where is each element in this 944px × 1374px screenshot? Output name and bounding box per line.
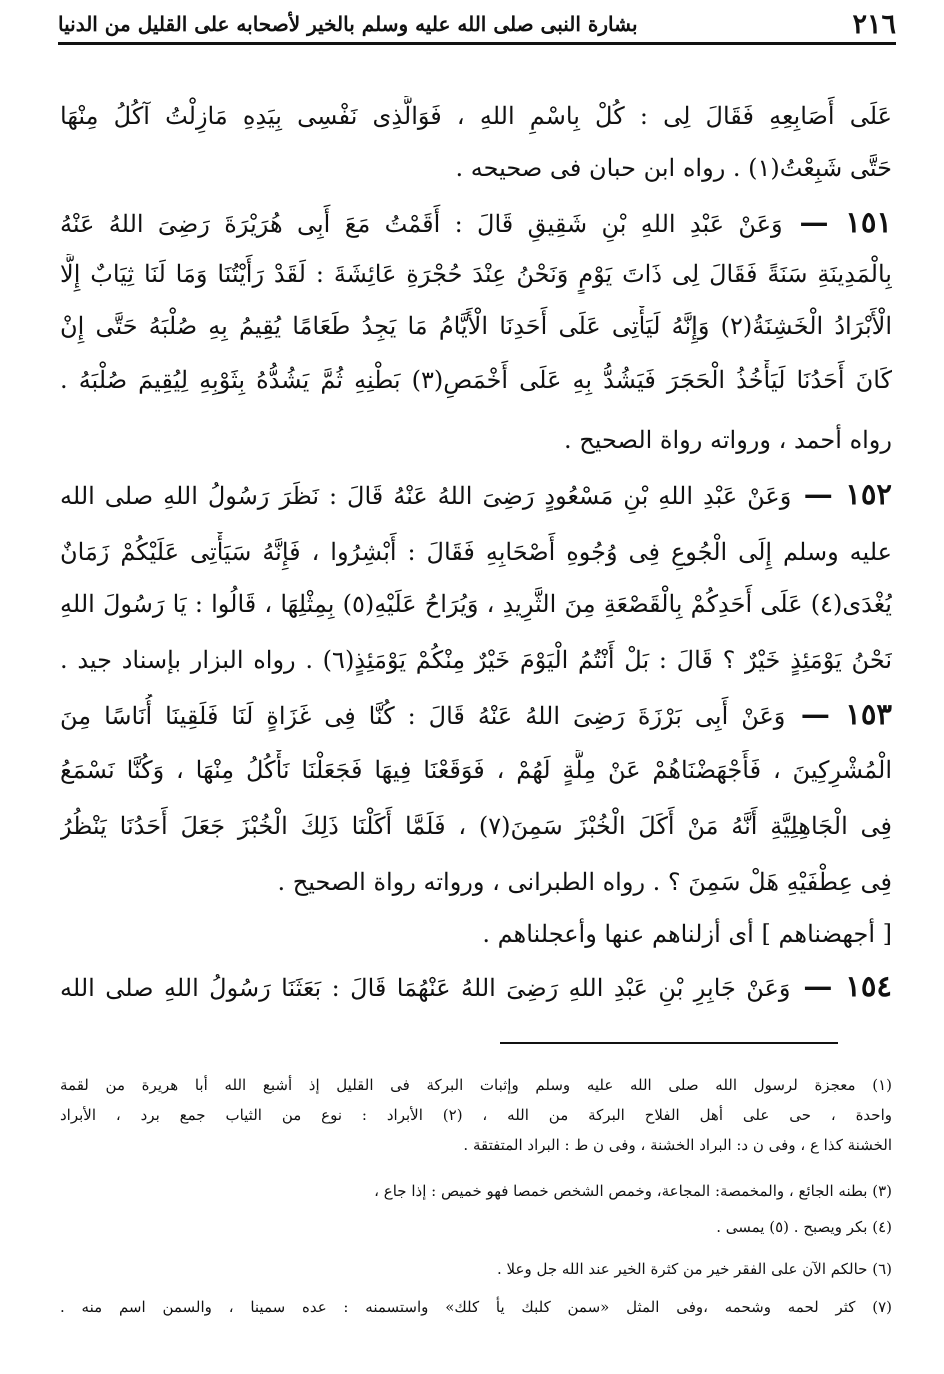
- text-line: [60, 640, 892, 680]
- text-line: [60, 694, 892, 734]
- line-text: وَعَنْ أَبِى بَرْزَةَ رَضِىَ اللهُ عَنْهُ قَالَ : كُنَّا فِى غَزَاةٍ لَنَا فَلَقِينَا أُنَاسًا مِنَ: [60, 702, 786, 730]
- text-line: [60, 306, 892, 346]
- text-line: [60, 148, 892, 188]
- text-line: [60, 584, 892, 624]
- text-line: [60, 474, 892, 514]
- page-number: ٢١٦: [852, 8, 896, 40]
- footnote-line: (٣) بطنه الجائع ، والمخمصة: المجاعة، وخمص الشخص خمصا فهو خميص : إذا جاع ،: [374, 1182, 892, 1200]
- line-text: حَتَّى شَبِعْتُ(١) . رواه ابن حبان فى صحيحه .: [455, 154, 892, 182]
- line-text: الْمُشْرِكِينَ ، فَأَجْهَضْنَاهُمْ عَنْ مِلَّةٍ لَهُمْ ، فَوَقَعْنَا فِيهَا فَجَعَلْنَا نَأْكُلُ مِنْهَا ، وَكُنَّا نَسْمَعُ: [60, 756, 892, 784]
- footnote-line: (٤) بكر ويصبح . (٥) يمسى .: [716, 1218, 892, 1236]
- line-text: كَانَ أَحَدُنَا لَيَأْخُذُ الْحَجَرَ فَيَشُدُّ بِهِ عَلَى أَخْمَصِ(٣) بَطْنِهِ ثُمَّ يَشُدُّهُ بِثَوْبِهِ لِيُقِيمَ صُلْبَهُ .: [60, 366, 892, 394]
- footnote-line: (٧) كثر لحمه وشحمه ،وفى المثل «سمن كلبك يأ كلك» واستسمنه : عده سمينا ، والسمن اسم منه .: [60, 1298, 892, 1316]
- text-line: [60, 360, 892, 400]
- running-header: [58, 6, 896, 45]
- line-text: فِى عِطْفَيْهِ هَلْ سَمِنَ ؟ . رواه الطبرانى ، ورواته رواة الصحيح .: [277, 868, 892, 896]
- footnote-line: واحدة ، حى على أهل الفلاح البركة من الله ، (٢) الأبراد : نوع من الثياب جمع برد ، الأبراد: [60, 1106, 892, 1124]
- text-line: [60, 914, 892, 954]
- line-text: وَعَنْ عَبْدِ اللهِ بْنِ مَسْعُودٍ رَضِىَ اللهُ عَنْهُ قَالَ : نَظَرَ رَسُولُ اللهِ صلى الله: [60, 482, 792, 510]
- text-line: [60, 96, 892, 136]
- text-line: [60, 420, 892, 460]
- line-text: وَعَنْ عَبْدِ اللهِ بْنِ شَقِيقٍ قَالَ : أَقَمْتُ مَعَ أَبِى هُرَيْرَةَ رَضِىَ اللهُ عَنْهُ: [60, 210, 783, 238]
- footnote-separator: [500, 1042, 838, 1044]
- footnote-line: (٦) حالكم الآن على الفقر خير من كثرة الخير عند الله جل وعلا .: [497, 1260, 892, 1278]
- line-text: [ أجهضناهم ] أى أزلناهم عنها وأعجلناهم .: [482, 920, 892, 948]
- hadith-number: ١٥٤ —: [790, 969, 892, 1003]
- text-line: [60, 532, 892, 572]
- line-text: نَحْنُ يَوْمَئِذٍ خَيْرٌ ؟ قَالَ : بَلْ أَنْتُمُ الْيَوْمَ خَيْرٌ مِنْكُمْ يَوْمَئِذٍ(٦) . رواه البزار بإسناد جيد .: [60, 646, 892, 674]
- line-text: وَعَنْ جَابِرِ بْنِ عَبْدِ اللهِ رَضِىَ اللهُ عَنْهُمَا قَالَ : بَعَثَنَا رَسُولُ اللهِ صلى الله: [60, 974, 791, 1002]
- line-text: الْأَبْرَادُ الْخَشِنَةُ(٢) وَإِنَّهُ لَيَأْتِى عَلَى أَحَدِنَا الْأَيَّامُ مَا يَجِدُ طَعَامًا يُقِيمُ بِهِ صُلْبَهُ حَتَّى إِنْ: [60, 312, 892, 340]
- hadith-number: ١٥٢ —: [791, 477, 892, 511]
- text-line: [60, 862, 892, 902]
- line-text: عليه وسلم إِلَى الْجُوعِ فِى وُجُوهِ أَصْحَابِهِ فَقَالَ : أَبْشِرُوا ، فَإِنَّهُ سَيَأْتِى عَلَيْكُمْ زَمَانٌ: [60, 538, 892, 566]
- line-text: فِى الْجَاهِلِيَّةِ أَنَّهُ مَنْ أَكَلَ الْخُبْزَ سَمِنَ(٧) ، فَلَمَّا أَكَلْنَا ذَلِكَ الْخُبْزَ جَعَلَ أَحَدُنَا يَنْظُرُ: [60, 812, 892, 840]
- text-line: [60, 750, 892, 790]
- footnote-line: الخشنة كذا ع ، وفى ن د: البراد الخشنة ، وفى ن ط : البراد المتفتقة .: [463, 1136, 892, 1154]
- text-line: [60, 806, 892, 846]
- footnote-line: (١) معجزة لرسول الله صلى الله عليه وسلم وإثبات البركة فى القليل إذ أشبع الله أبا هريرة من لقمة: [60, 1076, 892, 1094]
- text-line: [60, 254, 892, 294]
- line-text: رواه أحمد ، ورواته رواة الصحيح .: [564, 426, 892, 454]
- header-title: بشارة النبى صلى الله عليه وسلم بالخير لأصحابه على القليل من الدنيا: [58, 12, 638, 36]
- hadith-number: ١٥١ —: [782, 205, 892, 239]
- hadith-number: ١٥٣ —: [785, 697, 892, 731]
- line-text: يُغْدَى(٤) عَلَى أَحَدِكُمْ بِالْقَصْعَةِ مِنَ الثَّرِيدِ ، وَيُرَاحُ عَلَيْهِ(٥) بِمِثْلِهَا ، قَالُوا : يَا رَسُولَ اللهِ: [60, 590, 892, 618]
- text-line: [60, 202, 892, 242]
- text-line: [60, 966, 892, 1006]
- line-text: عَلَى أَصَابِعِهِ فَقَالَ لِى : كُلْ بِاسْمِ اللهِ ، فَوَالَّذِى نَفْسِى بِيَدِهِ مَازِلْتُ آكُلُ مِنْهَا: [60, 102, 892, 130]
- line-text: بِالْمَدِينَةِ سَنَةً فَقَالَ لِى ذَاتَ يَوْمٍ وَنَحْنُ عِنْدَ حُجْرَةِ عَائِشَةَ : لَقَدْ رَأَيْتُنَا وَمَا لَنَا ثِيَابٌ إِلَّا: [60, 260, 892, 288]
